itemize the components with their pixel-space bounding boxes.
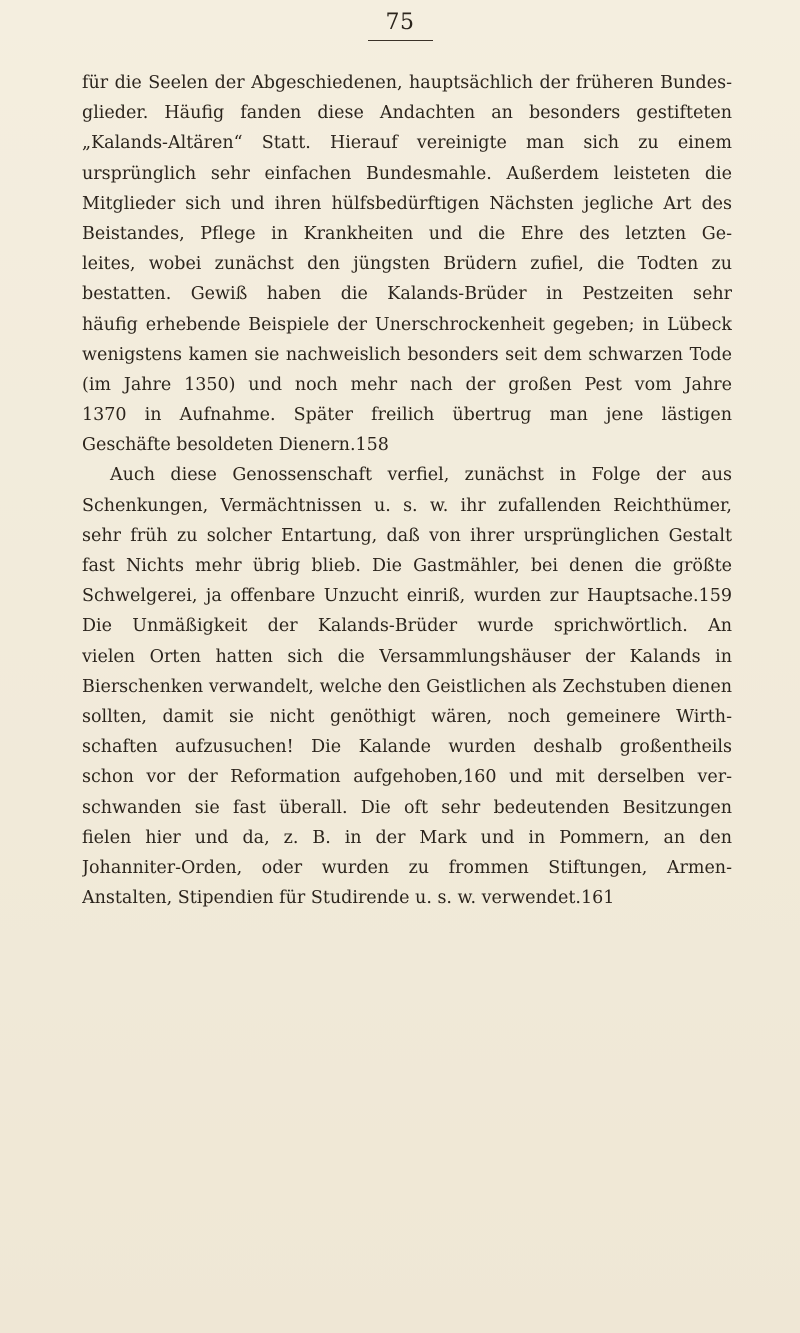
text-line: sehr früh zu solcher Entartung, daß von ihrer ursprünglichen Gestalt	[82, 525, 732, 546]
text-line: schwanden sie fast überall. Die oft sehr bedeutenden Besitzungen	[82, 797, 732, 818]
body-text	[82, 68, 732, 913]
text-line: Schwelgerei, ja offenbare Unzucht einriß, wurden zur Hauptsache.159	[82, 586, 732, 607]
text-line: Anstalten, Stipendien für Studirende u. s. w. verwendet.161	[82, 888, 615, 909]
text-line: „Kalands-Altären“ Statt. Hierauf vereinigte man sich zu einem	[82, 133, 732, 154]
text-line: Mitglieder sich und ihren hülfsbedürftigen Nächsten jegliche Art des	[82, 193, 732, 214]
text-line: 1370 in Aufnahme. Später freilich übertrug man jene lästigen	[82, 405, 732, 426]
text-line: ursprünglich sehr einfachen Bundesmahle. Außerdem leisteten die	[82, 163, 732, 184]
text-line: sollten, damit sie nicht genöthigt wären, noch gemeinere Wirth-	[82, 706, 732, 727]
text-line: fast Nichts mehr übrig blieb. Die Gastmähler, bei denen die größte	[82, 556, 732, 576]
page-header	[0, 8, 800, 41]
page-number: 75	[368, 8, 433, 41]
text-line: für die Seelen der Abgeschiedenen, hauptsächlich der früheren Bundes-	[82, 73, 732, 93]
text-line: schaften aufzusuchen! Die Kalande wurden deshalb großentheils	[82, 737, 732, 758]
text-line: schon vor der Reformation aufgehoben,160 und mit derselben ver-	[82, 767, 732, 788]
text-line: vielen Orten hatten sich die Versammlungshäuser der Kalands in	[82, 646, 732, 667]
text-line: (im Jahre 1350) und noch mehr nach der großen Pest vom Jahre	[82, 374, 732, 395]
text-line: Geschäfte besoldeten Dienern.158	[82, 435, 389, 456]
text-line: fielen hier und da, z. B. in der Mark und in Pommern, an den	[82, 827, 732, 848]
text-line: Die Unmäßigkeit der Kalands-Brüder wurde sprichwörtlich. An	[82, 616, 732, 637]
text-line: bestatten. Gewiß haben die Kalands-Brüder in Pestzeiten sehr	[82, 284, 732, 305]
text-line: Schenkungen, Vermächtnissen u. s. w. ihr zufallenden Reichthümer,	[82, 495, 732, 516]
text-line: glieder. Häufig fanden diese Andachten an besonders gestifteten	[82, 103, 732, 124]
text-line: häufig erhebende Beispiele der Unerschrockenheit gegeben; in Lübeck	[82, 314, 732, 335]
text-line: Auch diese Genossenschaft verfiel, zunächst in Folge der aus	[110, 465, 732, 486]
text-line: Bierschenken verwandelt, welche den Geistlichen als Zechstuben dienen	[82, 676, 732, 697]
text-line: leites, wobei zunächst den jüngsten Brüdern zufiel, die Todten zu	[82, 254, 732, 275]
text-line: wenigstens kamen sie nachweislich besonders seit dem schwarzen Tode	[82, 344, 732, 365]
text-line: Johanniter-Orden, oder wurden zu frommen Stiftungen, Armen-	[82, 857, 732, 878]
text-line: Beistandes, Pflege in Krankheiten und die Ehre des letzten Ge-	[82, 223, 732, 244]
